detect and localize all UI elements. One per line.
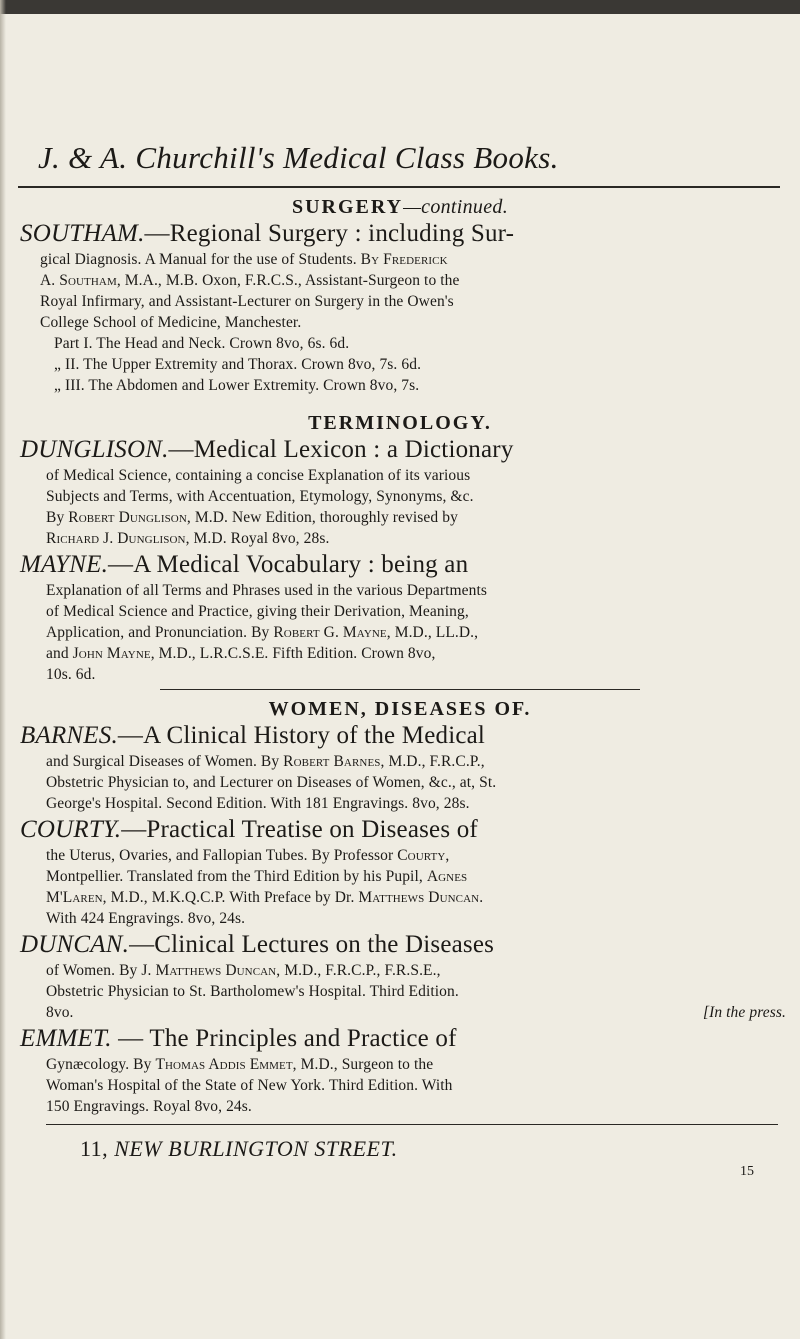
entry-line xyxy=(46,624,786,642)
entry-line xyxy=(46,983,786,1001)
running-head: J. & A. Churchill's Medical Class Books. xyxy=(38,140,559,175)
entry-line xyxy=(54,335,794,353)
section-title-women-diseases: WOMEN, DISEASES OF. xyxy=(268,698,532,720)
line-text: „ III. The Abdomen and Lower Extremity. Crown 8vo, 7s. xyxy=(54,377,420,394)
line-text: the Uterus, Ovaries, and Fallopian Tubes. By Professor xyxy=(46,847,398,864)
entry-line xyxy=(40,251,780,269)
line-text: College School of Medicine, Manchester. xyxy=(40,314,302,331)
entry-line xyxy=(46,467,786,485)
section-title-surgery: SURGERY—continued. xyxy=(291,196,509,218)
entry-line xyxy=(46,1098,786,1116)
entry-line xyxy=(46,1004,786,1022)
footer-rule xyxy=(46,1124,778,1125)
line-text: M.D. New Edition, thoroughly revised by xyxy=(190,509,458,526)
entry-line xyxy=(40,314,780,332)
entry-line xyxy=(46,753,786,771)
entry-line xyxy=(46,847,786,865)
line-text: M.D., F.R.C.P., F.R.S.E., xyxy=(280,962,441,979)
line-text: M.D., Surgeon to the xyxy=(296,1056,434,1073)
section-divider xyxy=(160,689,640,690)
entry-line xyxy=(46,603,786,621)
line-text: George's Hospital. Second Edition. With 181 Engravings. 8vo, 28s. xyxy=(46,795,470,812)
entry-heading-courty: COURTY.—Practical Treatise on Diseases of xyxy=(20,816,478,843)
line-text: gical Diagnosis. A Manual for the use of Students. xyxy=(40,251,361,268)
line-text: Courty, xyxy=(397,847,450,864)
entry-heading-emmet: EMMET. — The Principles and Practice of xyxy=(20,1025,457,1052)
line-text: 150 Engravings. Royal 8vo, 24s. xyxy=(46,1098,252,1115)
entry-heading-duncan: DUNCAN.—Clinical Lectures on the Diseases xyxy=(20,931,495,958)
line-text: By xyxy=(46,509,69,526)
entry-heading-mayne: MAYNE.—A Medical Vocabulary : being an xyxy=(20,551,469,578)
header-rule xyxy=(18,186,780,188)
entry-line xyxy=(46,666,786,684)
line-text: M.D. Royal 8vo, 28s. xyxy=(189,530,330,547)
line-text: and Surgical Diseases of Women. By xyxy=(46,753,284,770)
line-text: Explanation of all Terms and Phrases used in the various Departments xyxy=(46,582,488,599)
line-text: M.D., F.R.C.P., xyxy=(384,753,485,770)
line-text: M.D., LL.D., xyxy=(390,624,479,641)
entry-line xyxy=(40,272,780,290)
scan-top-edge xyxy=(0,0,800,14)
entry-line xyxy=(46,645,786,663)
line-text: Montpellier. Translated from the Third Edition by his Pupil, xyxy=(46,868,427,885)
line-text: „ II. The Upper Extremity and Thorax. Crown 8vo, 7s. 6d. xyxy=(54,356,422,373)
entry-line xyxy=(46,962,786,980)
entry-line xyxy=(46,488,786,506)
imprint-footer: 11, NEW BURLINGTON STREET. xyxy=(80,1136,398,1161)
line-text: Thomas Addis Emmet, xyxy=(155,1056,297,1073)
line-text: A. Southam, xyxy=(40,272,121,289)
line-text: of Women. By xyxy=(46,962,142,979)
entry-line xyxy=(46,1056,786,1074)
entry-line xyxy=(46,868,786,886)
line-text: Application, and Pronunciation. By xyxy=(46,624,274,641)
line-text: M.D., M.K.Q.C.P. With Preface by Dr. xyxy=(106,889,359,906)
line-text: Gynæcology. By xyxy=(46,1056,156,1073)
line-text: Obstetric Physician to St. Bartholomew's Hospital. Third Edition. xyxy=(46,983,459,1000)
line-text: 8vo. xyxy=(46,1004,74,1021)
entry-line xyxy=(46,509,786,527)
line-text: Robert Barnes, xyxy=(283,753,385,770)
entry-line xyxy=(46,795,786,813)
line-text: John Mayne, xyxy=(72,645,155,662)
line-text: Royal Infirmary, and Assistant-Lecturer on Surgery in the Owen's xyxy=(40,293,454,310)
section-title-terminology: TERMINOLOGY. xyxy=(308,412,492,434)
line-text: Obstetric Physician to, and Lecturer on Diseases of Women, &c., at, St. xyxy=(46,774,497,791)
entry-line xyxy=(54,356,794,374)
entry-heading-barnes: BARNES.—A Clinical History of the Medical xyxy=(20,722,486,749)
line-text: Subjects and Terms, with Accentuation, Etymology, Synonyms, &c. xyxy=(46,488,474,505)
entry-line xyxy=(54,377,794,395)
line-text: and xyxy=(46,645,73,662)
line-text: Part I. The Head and Neck. Crown 8vo, 6s. 6d. xyxy=(54,335,350,352)
line-text: Richard J. Dunglison, xyxy=(46,530,190,547)
entry-line xyxy=(46,582,786,600)
entry-line xyxy=(40,293,780,311)
line-text: Robert G. Mayne, xyxy=(273,624,391,641)
entry-line xyxy=(46,889,786,907)
line-text: By Frederick xyxy=(360,251,448,268)
line-text: Matthews Duncan. xyxy=(358,889,484,906)
entry-line xyxy=(46,910,786,928)
entry-heading-southam: SOUTHAM.—Regional Surgery : including Sur- xyxy=(20,220,515,247)
entry-line xyxy=(46,530,786,548)
line-text: M.A., M.B. Oxon, F.R.C.S., Assistant-Surgeon to the xyxy=(120,272,460,289)
line-text: Woman's Hospital of the State of New York. Third Edition. With xyxy=(46,1077,453,1094)
line-text: Agnes xyxy=(426,868,468,885)
line-text: J. Matthews Duncan, xyxy=(141,962,281,979)
line-text: 10s. 6d. xyxy=(46,666,96,683)
line-text: M.D., L.R.C.S.E. Fifth Edition. Crown 8vo, xyxy=(154,645,436,662)
line-text: With 424 Engravings. 8vo, 24s. xyxy=(46,910,246,927)
line-text: M'Laren, xyxy=(46,889,107,906)
entry-heading-dunglison: DUNGLISON.—Medical Lexicon : a Dictionary xyxy=(20,436,514,463)
entry-line xyxy=(46,774,786,792)
page-number: 15 xyxy=(740,1164,754,1179)
line-text: of Medical Science and Practice, giving their Derivation, Meaning, xyxy=(46,603,469,620)
line-text: of Medical Science, containing a concise Explanation of its various xyxy=(46,467,471,484)
entry-line xyxy=(46,1077,786,1095)
line-text: Robert Dunglison, xyxy=(68,509,191,526)
press-note: [In the press. xyxy=(702,1004,786,1021)
